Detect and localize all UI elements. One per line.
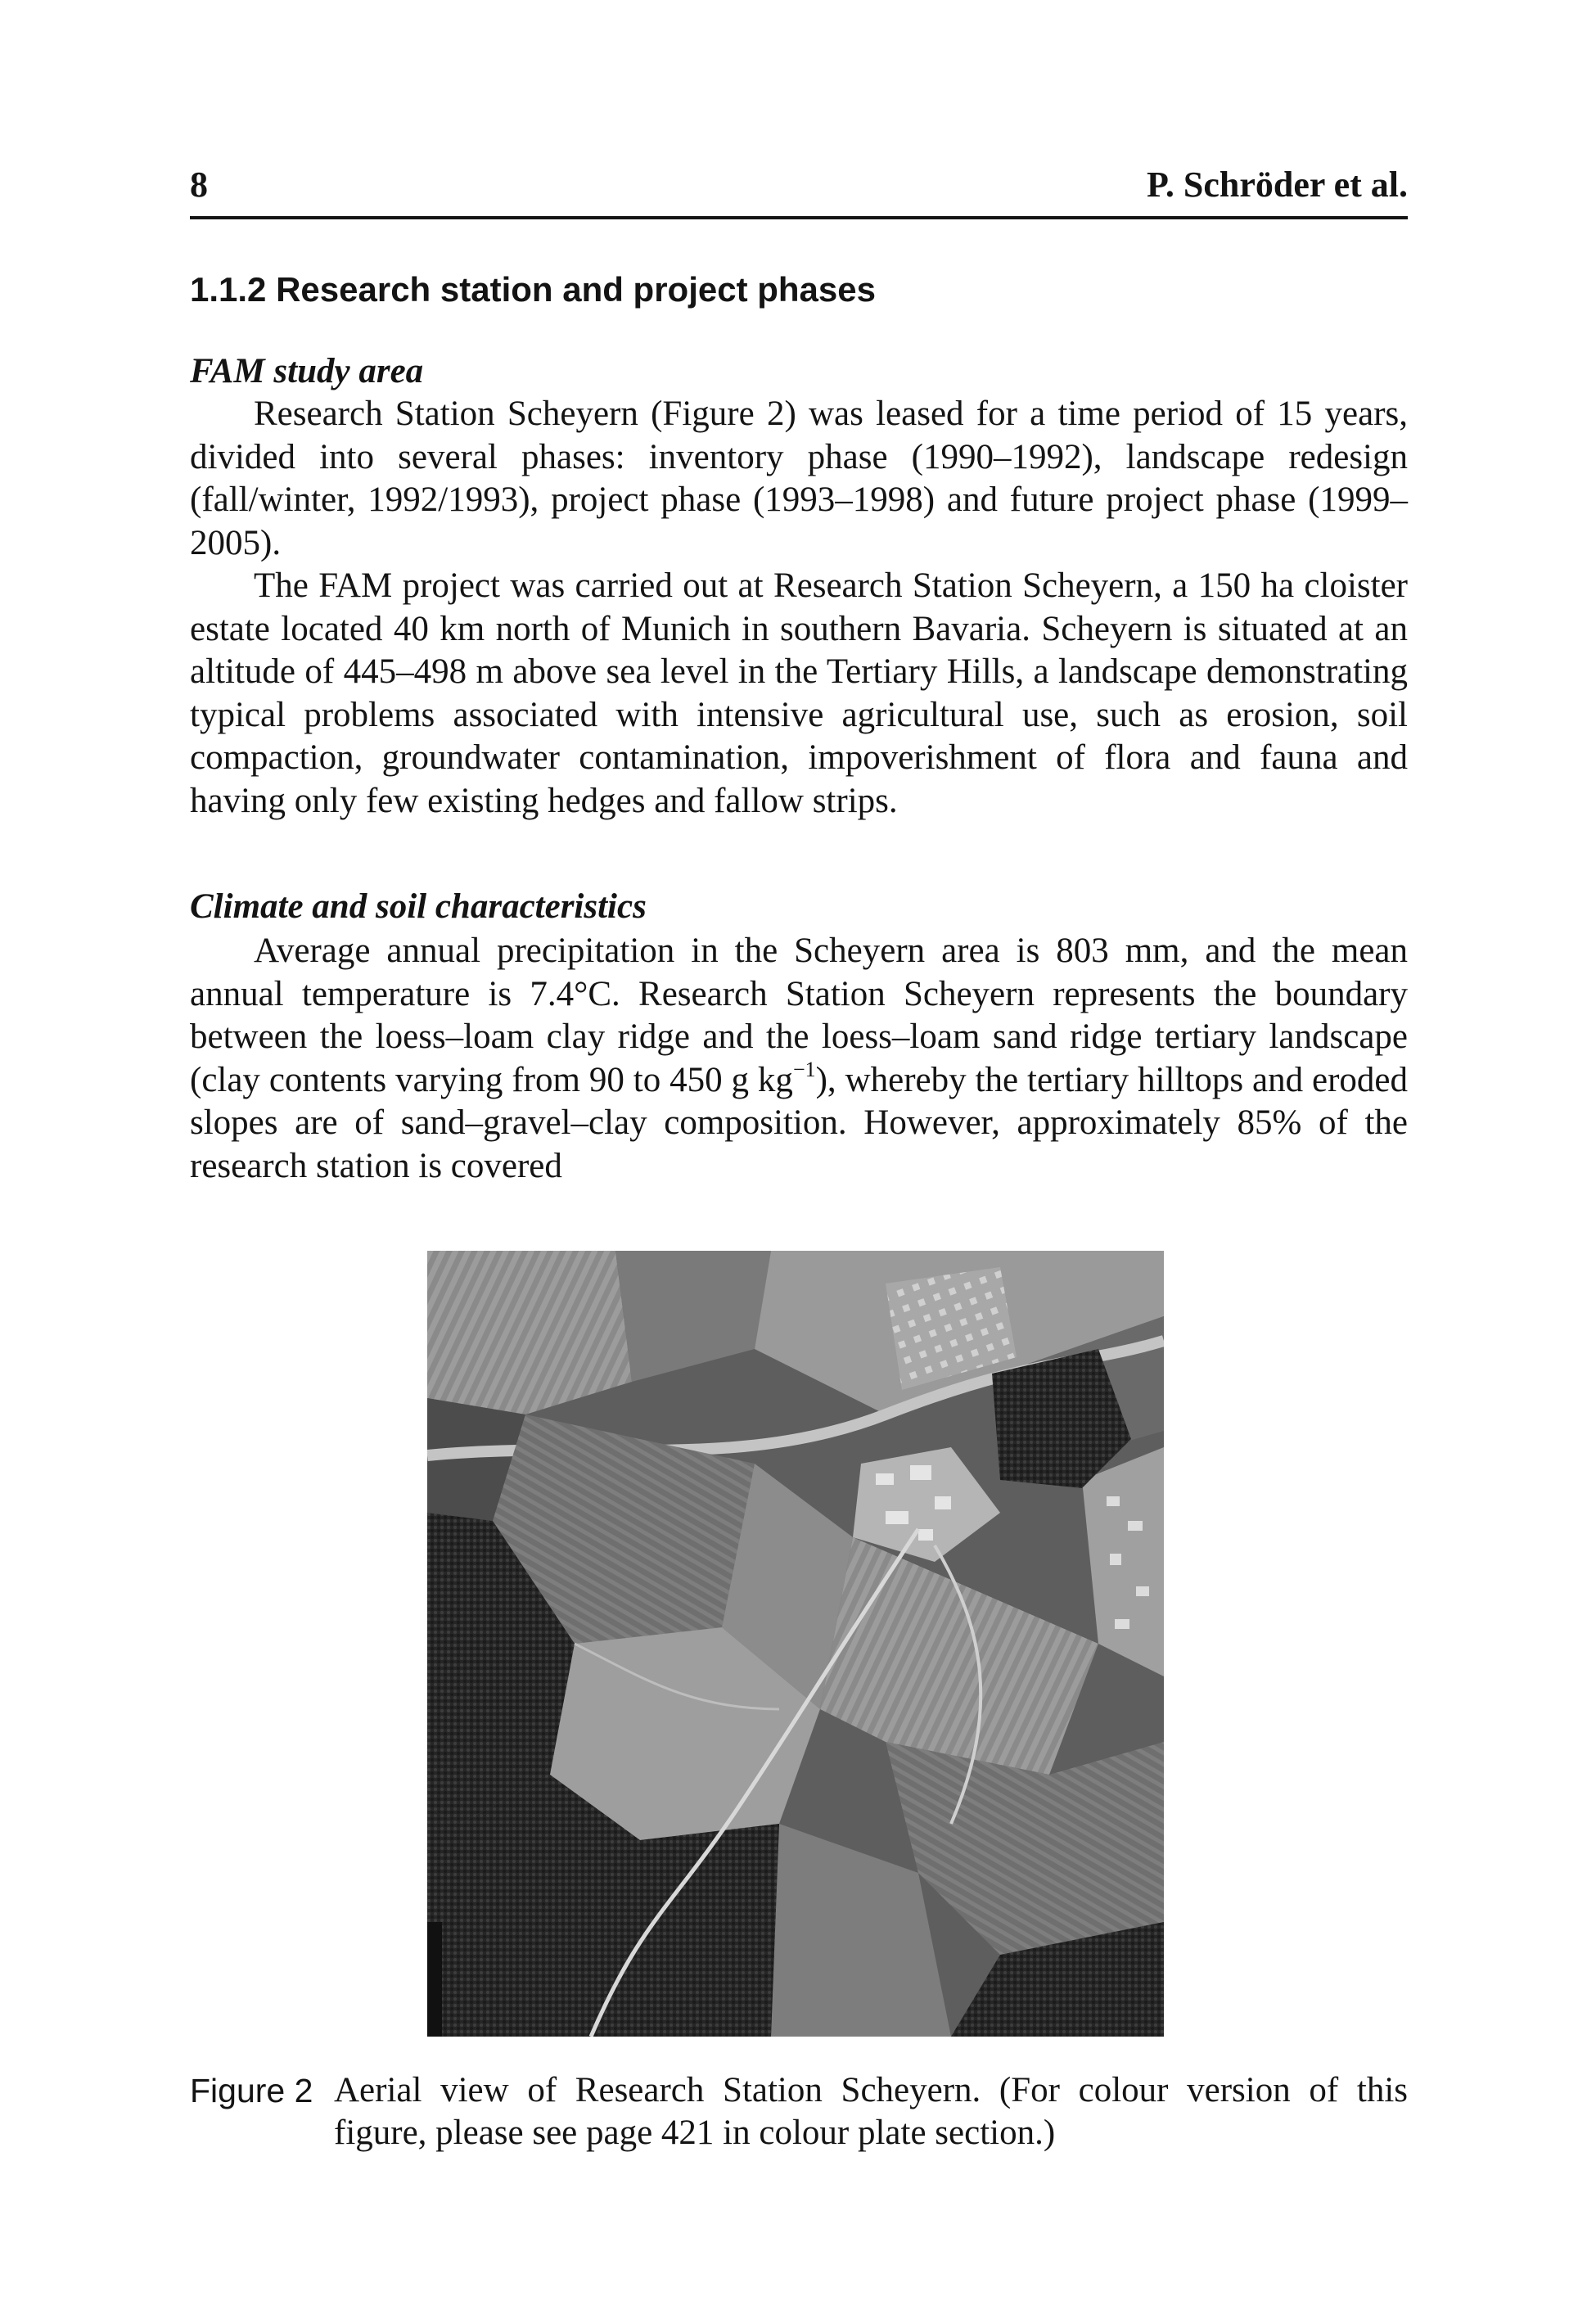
paragraph-fam-1: Research Station Scheyern (Figure 2) was leased for a time period of 15 years, divided into several phases: inventory phase (1990–1992), landscape redesign (fall/winter, 1992/1993), project phase (1993–1998) and future project phase (1999–2005). [190, 395, 1408, 562]
header-rule [190, 216, 1408, 219]
section-heading: 1.1.2 Research station and project phases [190, 270, 876, 309]
superscript-minus-one: −1 [792, 1057, 816, 1081]
subheading-fam-study-area: FAM study area [190, 352, 424, 390]
climate-text-part-2: ), whereby the tertiary hilltops and eroded slopes are of sand–gravel–clay composition. However, approximately 85% of the research station is covered [190, 1060, 1408, 1185]
climate-text-part-1: Average annual precipitation in the Scheyern area is 803 mm, and the mean annual temperature is 7.4°C. Research Station Scheyern represents the boundary between the loess–loam clay ridge and the loess–loam sand ridge tertiary landscape (clay contents varying from 90 to 450 g kg [190, 932, 1408, 1099]
running-head [190, 164, 1408, 213]
paragraph-fam-2: The FAM project was carried out at Research Station Scheyern, a 150 ha cloister estate located 40 km north of Munich in southern Bavaria. Scheyern is situated at an altitude of 445–498 m above sea level in the Tertiary Hills, a landscape demonstrating typical problems associated with intensive agricultural use, such as erosion, soil compaction, groundwater contamination, impoverishment of flora and fauna and having only few existing hedges and fallow strips. [190, 566, 1408, 820]
paragraph-climate-soil [190, 930, 1408, 1188]
page-number: 8 [190, 165, 208, 205]
figure-label: Figure 2 [190, 2072, 313, 2109]
subheading-climate-soil: Climate and soil characteristics [190, 887, 647, 926]
running-head-authors: P. Schröder et al. [1147, 165, 1408, 205]
figure-caption-text: Aerial view of Research Station Scheyern. (For colour version of this figure, please see page 421 in colour plate section.) [334, 2071, 1408, 2152]
aerial-photo-scheyern [427, 1251, 1164, 2037]
